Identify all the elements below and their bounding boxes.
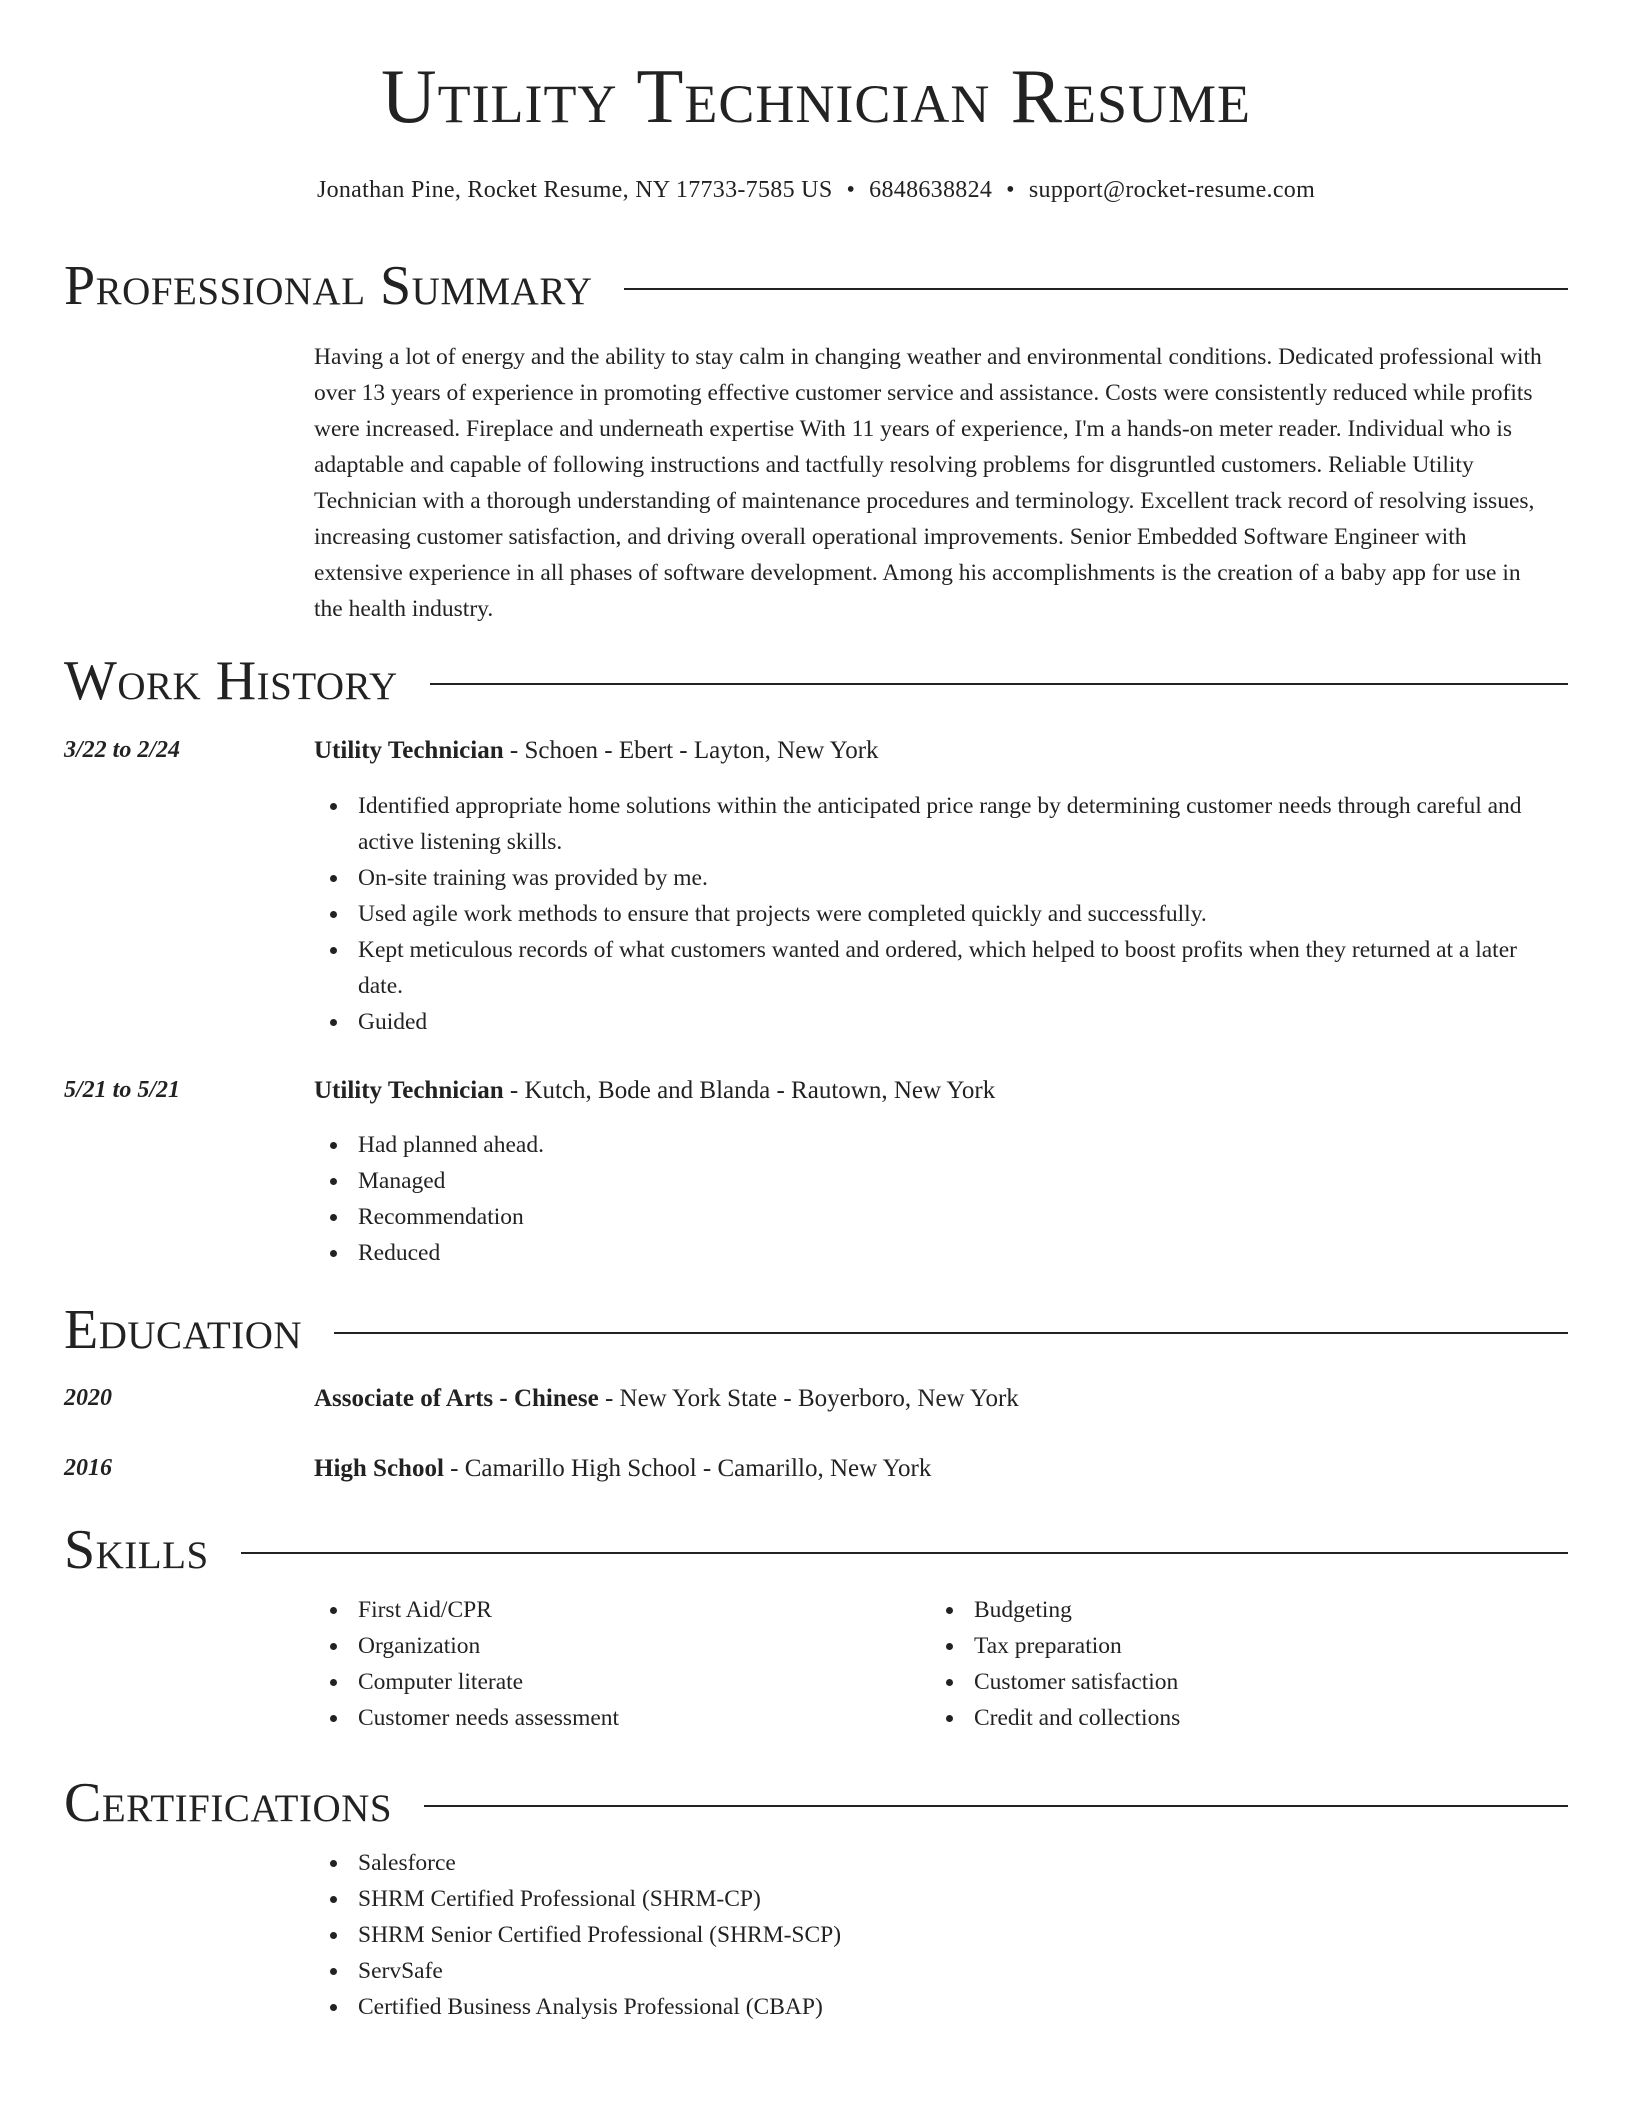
work-heading <box>314 1077 995 1105</box>
contact-separator: • <box>1006 177 1015 203</box>
list-item: Reduced <box>314 1235 1554 1271</box>
skill-item: Computer literate <box>314 1664 894 1700</box>
certification-item: SHRM Senior Certified Professional (SHRM-SCP) <box>314 1917 1314 1953</box>
education-heading <box>314 1385 1019 1413</box>
contact-email: support@rocket-resume.com <box>1028 177 1316 203</box>
contact-separator: • <box>846 177 856 203</box>
section-header-certifications <box>64 1773 1568 1833</box>
list-item: Guided <box>314 1004 1554 1040</box>
contact-phone: 6848638824 <box>869 177 993 203</box>
section-divider <box>241 1552 1568 1554</box>
work-details: - Schoen - Ebert - Layton, New York <box>503 737 879 764</box>
resume-title: Utility Technician Resume <box>380 53 1251 139</box>
list-item: Had planned ahead. <box>314 1127 1554 1163</box>
section-title-work-history: Work History <box>64 650 398 712</box>
work-bullets <box>314 788 1554 1040</box>
skill-item: Customer needs assessment <box>314 1700 894 1736</box>
work-details: - Kutch, Bode and Blanda - Rautown, New York <box>503 1077 996 1104</box>
education-details: - New York State - Boyerboro, New York <box>598 1385 1019 1412</box>
section-header-skills <box>64 1520 1568 1580</box>
skill-item: Tax preparation <box>930 1628 1530 1664</box>
section-divider <box>424 1805 1568 1807</box>
section-title-education: Education <box>64 1299 303 1361</box>
list-item: Recommendation <box>314 1199 1554 1235</box>
education-details: - Camarillo High School - Camarillo, New York <box>443 1455 932 1482</box>
education-date: 2016 <box>64 1455 112 1481</box>
education-date: 2020 <box>64 1385 112 1411</box>
certification-item: Certified Business Analysis Professional (CBAP) <box>314 1989 1314 2025</box>
section-header-work-history <box>64 651 1568 711</box>
work-heading <box>314 737 879 765</box>
section-header-education <box>64 1300 1568 1360</box>
skill-item: Customer satisfaction <box>930 1664 1530 1700</box>
work-role: Utility Technician <box>314 1077 504 1104</box>
section-divider <box>334 1332 1568 1334</box>
contact-line <box>0 177 1632 204</box>
skill-item: Budgeting <box>930 1592 1530 1628</box>
section-title-certifications: Certifications <box>64 1772 393 1834</box>
skill-item: Credit and collections <box>930 1700 1530 1736</box>
certifications-list <box>314 1845 1314 2025</box>
list-item: Identified appropriate home solutions within the anticipated price range by determining customer needs through careful and active listening skills. <box>314 788 1554 860</box>
section-divider <box>430 683 1568 685</box>
certification-item: ServSafe <box>314 1953 1314 1989</box>
skills-list-left <box>314 1592 894 1736</box>
education-degree: Associate of Arts - Chinese <box>314 1385 599 1412</box>
summary-text: Having a lot of energy and the ability to stay calm in changing weather and environmental conditions. Dedicated professional with over 13 years of experience in promoting effective customer service and assistance. Costs were consistently reduced while profits were increased. Fireplace and underneath expertise With 11 years of experience, I'm a hands-on meter reader. Individual who is adaptable and capable of following instructions and tactfully resolving problems for disgruntled customers. Reliable Utility Technician with a thorough understanding of maintenance procedures and terminology. Excellent track record of resolving issues, increasing customer satisfaction, and driving overall operational improvements. Senior Embedded Software Engineer with extensive experience in all phases of software development. Among his accomplishments is the creation of a baby app for use in the health industry. <box>314 344 1542 622</box>
education-degree: High School <box>314 1455 444 1482</box>
section-title-skills: Skills <box>64 1519 209 1581</box>
work-role: Utility Technician <box>314 737 504 764</box>
certification-item: Salesforce <box>314 1845 1314 1881</box>
contact-address: Jonathan Pine, Rocket Resume, NY 17733-7585 US <box>316 177 833 203</box>
work-date: 3/22 to 2/24 <box>64 737 181 763</box>
list-item: On-site training was provided by me. <box>314 860 1554 896</box>
work-date: 5/21 to 5/21 <box>64 1077 181 1103</box>
list-item: Used agile work methods to ensure that projects were completed quickly and successfully. <box>314 896 1554 932</box>
education-heading <box>314 1455 931 1483</box>
skill-item: Organization <box>314 1628 894 1664</box>
section-divider <box>624 288 1568 290</box>
skill-item: First Aid/CPR <box>314 1592 894 1628</box>
skills-list-right <box>930 1592 1530 1736</box>
section-title-summary: Professional Summary <box>64 255 593 317</box>
list-item: Kept meticulous records of what customers wanted and ordered, which helped to boost profits when they returned at a later date. <box>314 932 1554 1004</box>
work-bullets <box>314 1127 1554 1271</box>
section-header-summary <box>64 256 1568 316</box>
list-item: Managed <box>314 1163 1554 1199</box>
certification-item: SHRM Certified Professional (SHRM-CP) <box>314 1881 1314 1917</box>
